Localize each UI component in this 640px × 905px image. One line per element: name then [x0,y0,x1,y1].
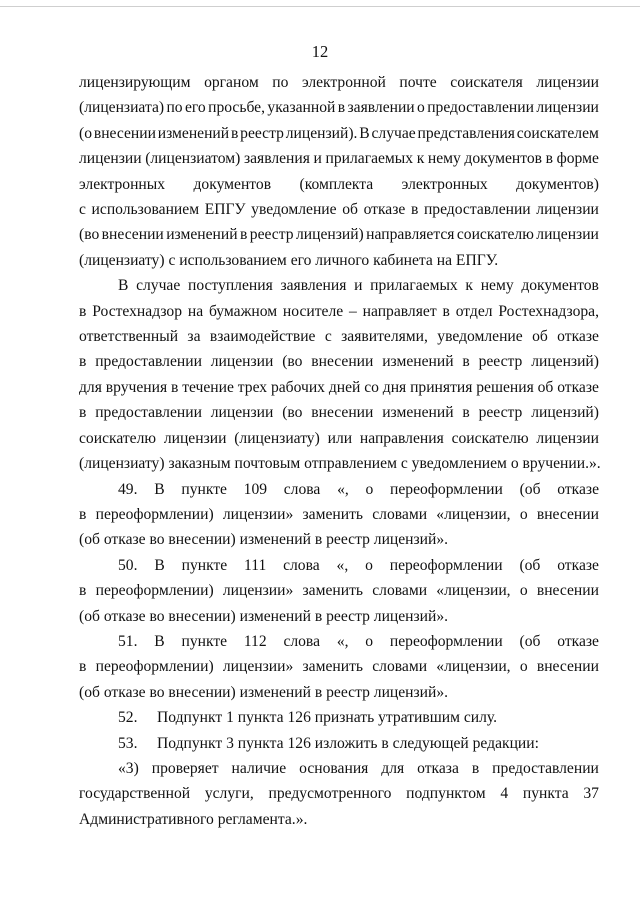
word: (о [79,124,92,142]
scan-top-edge [0,6,640,7]
word: течение [182,378,234,396]
word: (во [282,353,303,371]
word: лицензии [210,353,274,371]
item-53: 53. Подпункт 3 пункта 126 изложить в следующей редакции: [118,734,539,752]
word: словами [372,658,428,676]
word: в [79,353,87,371]
word: в [410,201,419,219]
text-line [79,502,599,527]
text-line [79,197,599,222]
word: 50. [118,556,138,574]
word: лицензирующим [79,74,191,91]
word: ответственный [79,328,179,346]
word: поступления [187,277,273,295]
word: «, [336,632,349,650]
word: внесении [311,404,374,422]
word: слова [283,480,321,498]
word: в [239,226,248,244]
word: заявлении [347,99,415,117]
word: ЕПГУ [204,201,246,219]
word: 111 [244,556,267,574]
word: слова [283,632,321,650]
word: «, [336,556,349,574]
text-line [79,95,599,120]
word: отказа [417,759,459,777]
item-52: 52. Подпункт 1 пункта 126 признать утратившим силу. [118,709,498,727]
text-line [79,400,599,425]
text-line: (лицензиату) с использованием его личного кабинета на ЕПГУ. [79,251,499,269]
word: электронных [79,175,166,193]
word: лицензии [536,99,599,117]
word: лицензии» [222,658,294,676]
word: Ростехнадзора, [498,302,599,320]
word: указанной [267,99,336,117]
word: реестр [478,353,523,371]
word: на [187,302,204,320]
word: заменить [302,658,364,676]
word: внесении [536,505,599,523]
word: носителе [282,302,344,320]
word: 4 [500,785,509,803]
word: предоставлении [95,404,202,422]
word: отказе [557,378,599,396]
word: лицензии [536,201,599,219]
word: внесении [536,582,599,600]
word: по [272,74,289,91]
item-49 [79,477,599,553]
word: дней [328,378,361,396]
word: нему [480,277,514,295]
word: за [187,328,201,346]
quoted-subparagraph [79,756,599,832]
word: реестр [249,226,294,244]
word: внесении [536,658,599,676]
word: лицензии [210,404,274,422]
word: просьбе, [208,99,266,117]
word: заменить [302,582,364,600]
word: (во [79,226,100,244]
word: об [537,378,554,396]
word: внесении [311,353,374,371]
word: услуги, [204,785,254,803]
text-line [79,477,599,502]
word: подпунктом [406,785,486,803]
word: принятия [410,378,473,396]
word: внесении [101,226,164,244]
word: соискателя [450,74,523,91]
word: 112 [243,632,267,650]
paragraph-continuation [79,70,599,273]
word: о [519,658,528,676]
word: в [79,658,87,676]
word: электронных [401,175,488,193]
word: и [313,150,322,168]
text-line: Административного регламента.». [79,810,308,828]
word: словами [372,505,428,523]
word: слова [283,556,320,574]
word: его [184,99,206,117]
text-line: (лицензиату) заказным почтовым отправлением с уведомлением о вручении.». [79,455,601,473]
word: трех [237,378,268,396]
word: форме [556,150,599,168]
word: соискателю [456,226,534,244]
word: государственной [79,785,191,803]
text-line [79,756,599,781]
text-line [79,629,599,654]
word: «3) [118,759,139,777]
word: почте [399,74,437,91]
text-line [79,222,599,247]
item-50 [79,553,599,629]
text-line [79,146,599,171]
word: изменений [382,404,454,422]
word: предусмотренного [268,785,392,803]
word: отказе [557,632,599,650]
text-line [79,781,599,806]
text-line: (об отказе во внесении) изменений в реестр лицензий». [79,531,449,549]
word: со [364,378,379,396]
text-line [79,70,599,95]
word: электронной [301,74,386,91]
word: в [442,302,450,320]
word: изменений [382,353,454,371]
word: лицензий). [285,124,358,142]
word: пункте [181,480,227,498]
word: к [465,277,473,295]
text-line [79,553,599,578]
text-line [79,375,599,400]
word: переоформлении) [95,582,214,600]
word: о [417,99,425,117]
word: бумажном [208,302,278,320]
document-body [79,70,599,832]
word: лицензии [536,74,599,91]
word: (лицензиата) [79,99,165,117]
word: нему [427,150,461,168]
word: лицензии [536,429,599,447]
word: в [170,378,179,396]
word: Ростехнадзор [92,302,182,320]
item-51 [79,629,599,705]
word: к [416,150,425,168]
word: переоформлении [389,632,503,650]
text-line [79,273,599,298]
word: «лицензии, [436,658,511,676]
word: соискателю [451,429,529,447]
word: отдел [455,302,493,320]
word: В [359,124,370,142]
word: (об [519,556,541,574]
text-line [79,172,599,197]
word: вручения [105,378,168,396]
word: словами [372,582,428,600]
text-line: (об отказе во внесении) изменений в реестр лицензий». [79,683,449,701]
word: (лицензиатом) [145,150,241,168]
word: предоставлении [427,99,534,117]
word: «лицензии, [436,505,511,523]
word: документов [521,277,599,295]
word: о [365,632,374,650]
word: в [471,759,480,777]
word: предоставлении [492,759,599,777]
text-line [79,349,599,374]
word: основания [299,759,369,777]
paragraph-paper-submission [79,273,599,476]
word: пункте [181,632,228,650]
word: пункте [181,556,228,574]
page-number: 12 [311,42,329,61]
word: лицензии» [222,505,294,523]
word: переоформлении) [95,505,214,523]
word: лицензий) [531,353,599,371]
text-line [79,121,599,146]
word: 51. [118,632,138,650]
word: В [154,480,165,498]
word: (лицензиату) [234,429,320,447]
word: направляет [362,302,437,320]
word: заявления [280,277,347,295]
word: лицензии [79,150,142,168]
word: о [519,505,528,523]
word: документов [193,175,272,193]
word: проверяет [151,759,219,777]
word: случае [371,124,416,142]
word: случае [136,277,181,295]
word: (во [282,404,303,422]
word: соискателем [516,124,599,142]
word: лицензии» [222,582,294,600]
word: об [342,201,358,219]
word: заявителями, [341,328,428,346]
word: В [118,277,129,295]
word: с [79,201,86,219]
word: – [349,302,357,320]
word: органом [204,74,259,91]
word: пункта [522,785,569,803]
word: лицензии [163,429,227,447]
word: заменить [302,505,364,523]
word: в [462,404,470,422]
word: заявления [243,150,310,168]
word: отказе [363,201,406,219]
text-line: (об отказе во внесении) изменений в реестр лицензий». [79,607,449,625]
word: предоставлении [95,353,202,371]
text-line [79,654,599,679]
text-line [79,299,599,324]
word: (комплекта [299,175,374,193]
word: для [381,759,405,777]
word: решения [476,378,534,396]
word: в [337,99,346,117]
word: прилагаемых [325,150,414,168]
word: уведомление [251,201,337,219]
word: документов [464,150,543,168]
word: в [79,404,87,422]
text-line [79,578,599,603]
word: соискателю [79,429,157,447]
word: взаимодействие [209,328,316,346]
word: переоформлении [389,556,503,574]
word: отказе [557,556,599,574]
word: «лицензии, [436,582,511,600]
word: лицензий) [531,404,599,422]
word: направления [359,429,444,447]
word: изменений [166,226,238,244]
word: в [79,505,87,523]
word: В [154,556,165,574]
word: «, [337,480,349,498]
word: (об [519,632,541,650]
word: переоформлении [390,480,503,498]
word: о [365,556,373,574]
word: 109 [243,480,268,498]
word: с [324,328,332,346]
word: по [166,99,183,117]
word: уведомление [437,328,523,346]
word: использованием [91,201,200,219]
word: и [354,277,363,295]
word: о [519,582,528,600]
word: В [154,632,165,650]
word: о [365,480,374,498]
word: 49. [118,480,138,498]
word: внесении [93,124,156,142]
word: отказе [557,328,599,346]
word: документов) [516,175,599,193]
word: изменений [157,124,230,142]
text-line [79,324,599,349]
text-line [79,426,599,451]
word: в [545,150,553,168]
word: (об [519,480,541,498]
word: рабочих [270,378,325,396]
word: об [532,328,548,346]
word: предоставлении [423,201,531,219]
word: реестр [478,404,523,422]
word: отказе [557,480,599,498]
word: в [79,302,87,320]
word: лицензий) [295,226,364,244]
word: в [230,124,239,142]
word: в [462,353,470,371]
word: направляется [366,226,455,244]
word: или [327,429,353,447]
word: переоформлении) [95,658,214,676]
word: наличие [231,759,287,777]
word: в [79,582,87,600]
word: реестр [240,124,284,142]
word: лицензии [536,226,599,244]
word: для [79,378,102,396]
word: 37 [583,785,599,803]
word: представления [417,124,515,142]
word: дня [382,378,407,396]
word: прилагаемых [370,277,458,295]
